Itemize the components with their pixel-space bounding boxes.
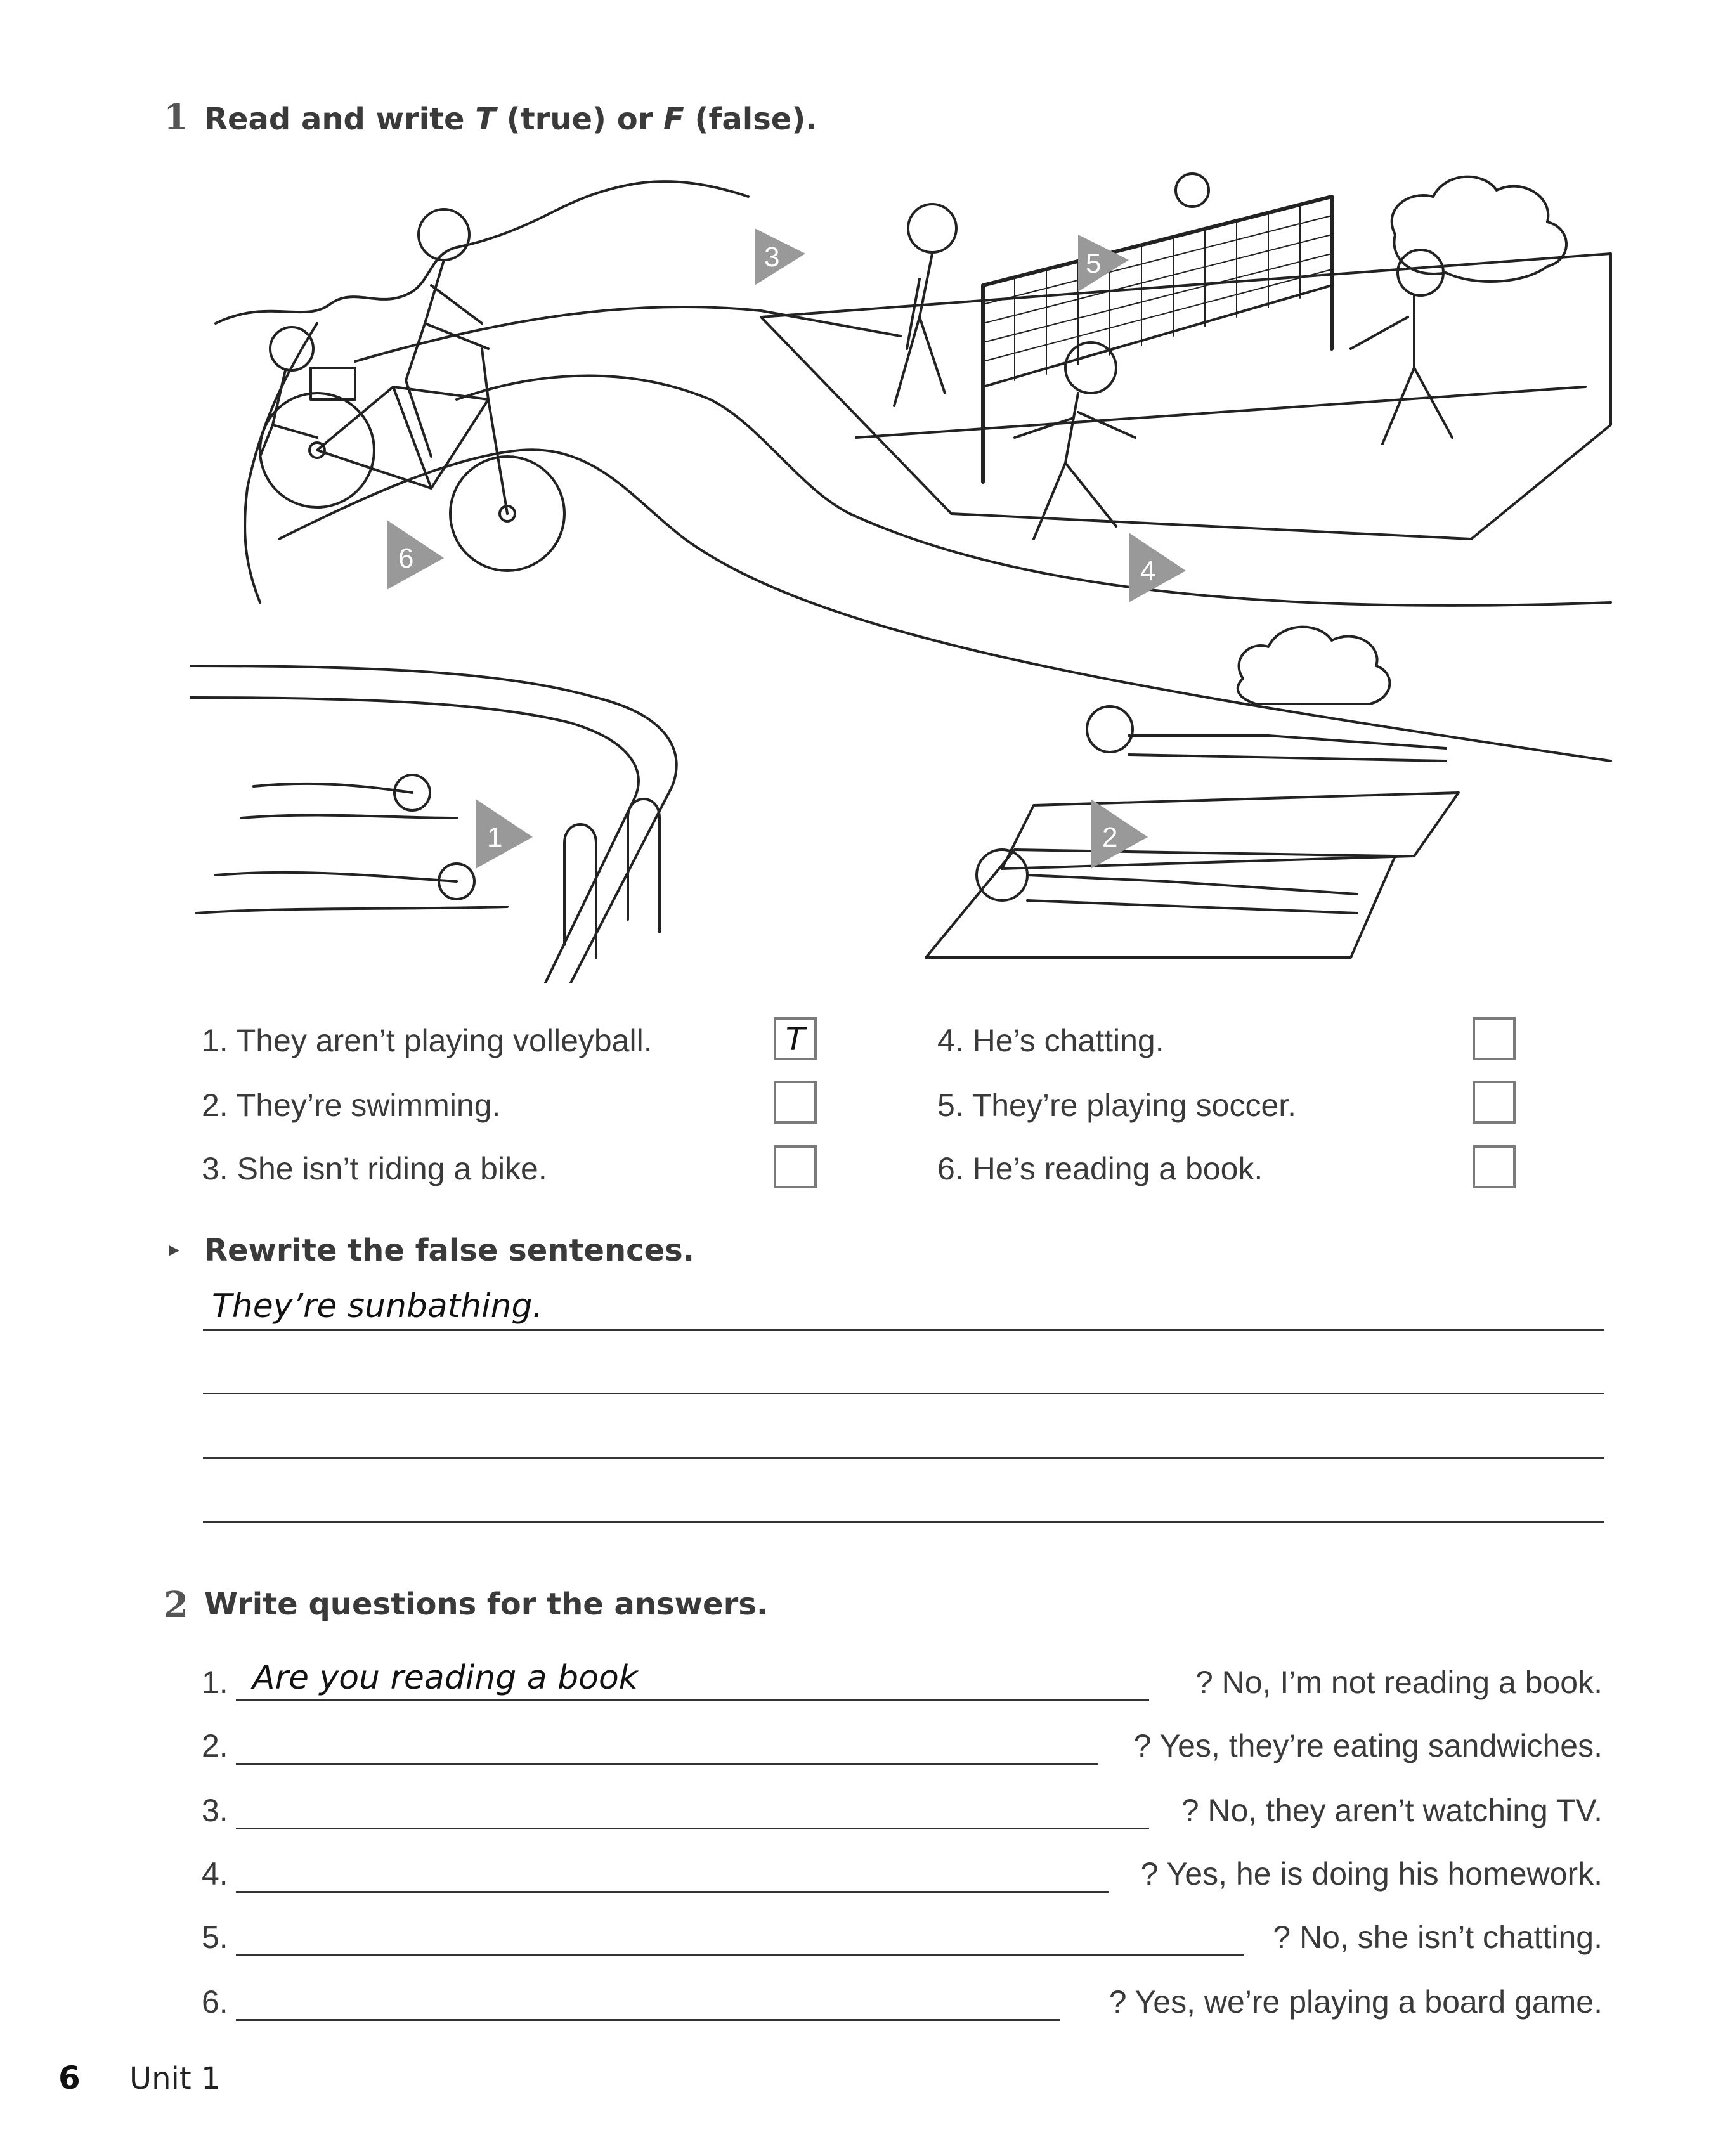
- pool-edge-2: [190, 698, 639, 983]
- cloud-middle: [1238, 627, 1390, 704]
- marker-1-label: 1: [487, 822, 503, 853]
- sunbathers: [977, 706, 1446, 913]
- question-6-line[interactable]: [236, 2019, 1060, 2021]
- cloud-top: [1392, 177, 1566, 282]
- unit-label: Unit 1: [129, 2061, 221, 2096]
- answer-box-3[interactable]: [774, 1145, 817, 1188]
- question-2-answer: ? Yes, they’re eating sandwiches.: [1133, 1728, 1603, 1763]
- rewrite-line-2[interactable]: [203, 1393, 1604, 1394]
- marker-5: [1078, 235, 1129, 292]
- question-5-answer: ? No, she isn’t chatting.: [1273, 1919, 1603, 1955]
- marker-4-label: 4: [1140, 555, 1156, 587]
- court-line: [856, 387, 1585, 438]
- sentence-4: 4. He’s chatting.: [937, 1023, 1164, 1058]
- exercise-2-number: 2: [164, 1584, 188, 1626]
- exercise-1-title-mid: (true) or: [496, 101, 664, 137]
- question-6-answer: ? Yes, we’re playing a board game.: [1109, 1984, 1603, 2020]
- pool-edge-1: [190, 666, 677, 983]
- question-4-answer: ? Yes, he is doing his homework.: [1140, 1856, 1603, 1892]
- false-letter: F: [663, 101, 684, 137]
- question-5-line[interactable]: [236, 1954, 1244, 1956]
- answer-box-6[interactable]: [1473, 1145, 1516, 1188]
- volleyball: [1176, 174, 1209, 207]
- rewrite-line-4[interactable]: [203, 1521, 1604, 1523]
- boy-reading: [260, 327, 355, 457]
- sentence-1: 1. They aren’t playing volleyball.: [202, 1023, 653, 1058]
- question-2-number: 2.: [202, 1728, 228, 1763]
- question-5-number: 5.: [202, 1919, 228, 1955]
- rewrite-title: Rewrite the false sentences.: [204, 1233, 694, 1268]
- question-6-number: 6.: [202, 1984, 228, 2020]
- answer-box-1-value: T: [785, 1021, 805, 1058]
- question-4-line[interactable]: [236, 1891, 1109, 1893]
- rewrite-line-3[interactable]: [203, 1457, 1604, 1459]
- exercise-1-title-post: (false).: [684, 101, 817, 137]
- tree-canopy: [216, 181, 748, 323]
- question-3-answer: ? No, they aren’t watching TV.: [1181, 1793, 1603, 1828]
- sentence-5: 5. They’re playing soccer.: [937, 1088, 1297, 1123]
- sentence-3: 3. She isn’t riding a bike.: [202, 1151, 547, 1186]
- marker-5-label: 5: [1086, 248, 1102, 279]
- marker-1: [476, 799, 533, 869]
- question-3-line[interactable]: [236, 1828, 1149, 1829]
- girl-right-volleyball: [1351, 250, 1452, 444]
- exercise-2-title: Write questions for the answers.: [204, 1587, 769, 1622]
- towel-lower: [926, 850, 1395, 958]
- page-number: 6: [58, 2060, 81, 2096]
- question-1-line[interactable]: [236, 1699, 1149, 1701]
- rewrite-line-1-text: They’re sunbathing.: [212, 1287, 543, 1325]
- park-illustration: [190, 159, 1623, 983]
- true-letter: T: [475, 101, 497, 137]
- rewrite-line-1[interactable]: [203, 1329, 1604, 1331]
- marker-6: [387, 520, 444, 590]
- question-1-written: Are you reading a book: [252, 1659, 638, 1697]
- towel-upper: [1002, 793, 1459, 869]
- bullet-arrow-icon: ▸: [169, 1237, 180, 1262]
- question-1-number: 1.: [202, 1665, 228, 1700]
- answer-box-4[interactable]: [1473, 1017, 1516, 1060]
- sentence-6: 6. He’s reading a book.: [937, 1151, 1263, 1186]
- swimmers: [197, 775, 507, 913]
- pool-ladder: [564, 799, 660, 958]
- marker-3: [755, 228, 805, 285]
- question-2-line[interactable]: [236, 1763, 1098, 1765]
- question-3-number: 3.: [202, 1793, 228, 1828]
- question-4-number: 4.: [202, 1856, 228, 1892]
- answer-box-5[interactable]: [1473, 1081, 1516, 1124]
- marker-2-label: 2: [1102, 822, 1118, 853]
- exercise-1-title-pre: Read and write: [204, 101, 476, 137]
- volleyball-net: [983, 197, 1332, 482]
- exercise-1-number: 1: [164, 96, 188, 138]
- answer-box-2[interactable]: [774, 1081, 817, 1124]
- sentence-2: 2. They’re swimming.: [202, 1088, 501, 1123]
- path-edge-1: [355, 307, 901, 361]
- exercise-1-title: [204, 101, 817, 137]
- marker-2: [1091, 799, 1148, 869]
- marker-3-label: 3: [764, 242, 780, 273]
- court-outline: [761, 254, 1611, 539]
- question-1-answer: ? No, I’m not reading a book.: [1195, 1665, 1603, 1700]
- marker-6-label: 6: [398, 543, 414, 574]
- answer-box-1[interactable]: [774, 1017, 817, 1060]
